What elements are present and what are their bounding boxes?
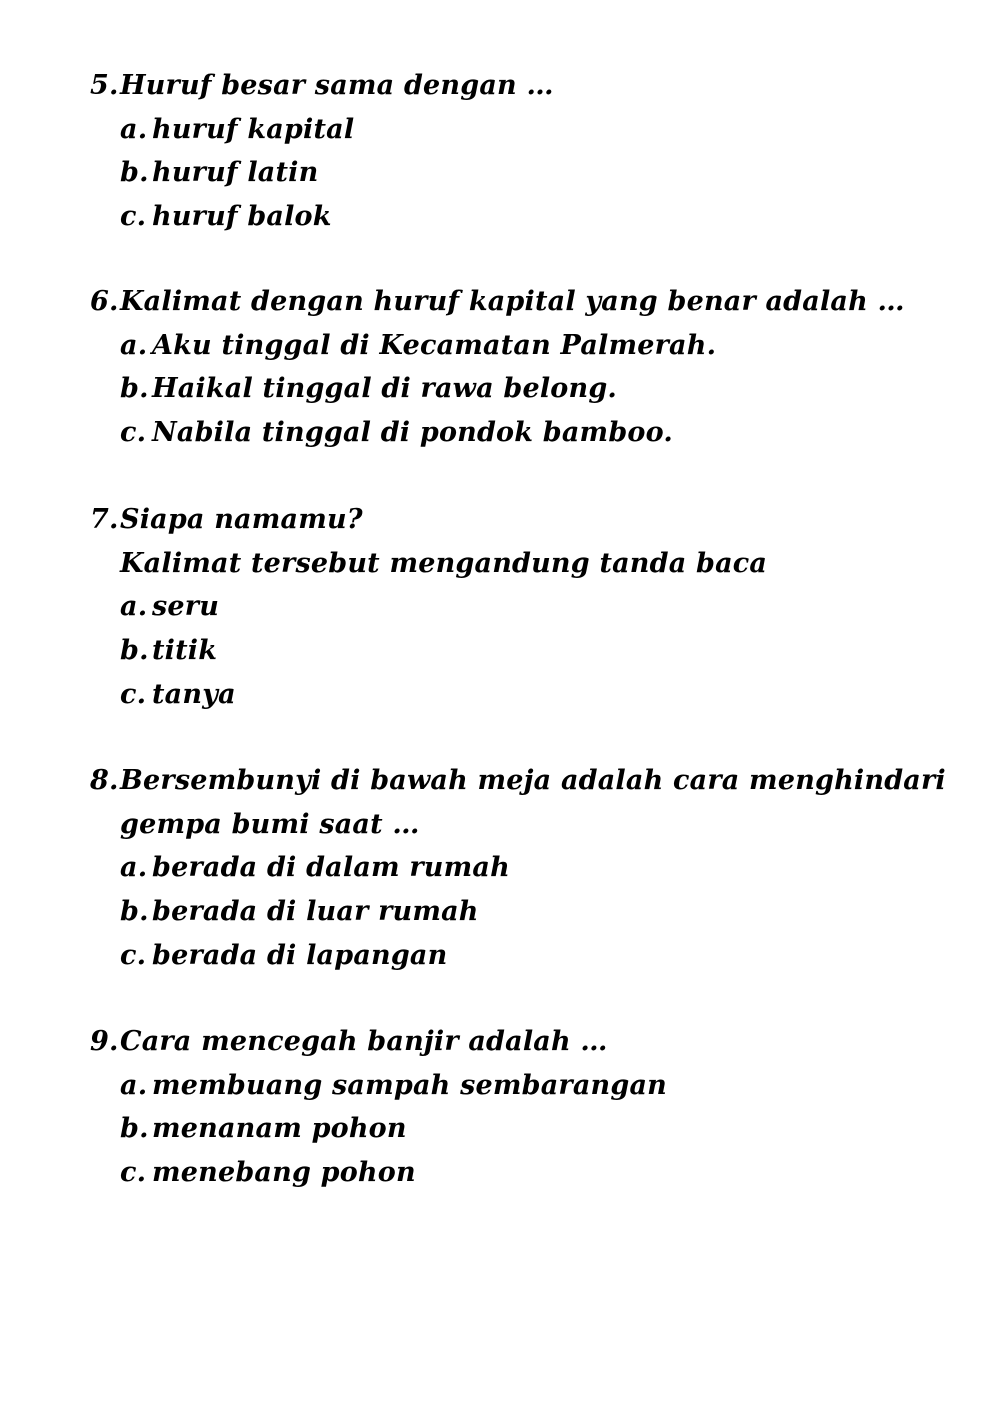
question-stem bbox=[90, 1020, 970, 1064]
option-text: huruf balok bbox=[152, 201, 332, 233]
question-stem bbox=[90, 759, 970, 803]
question-6 bbox=[90, 280, 970, 455]
question-number: 5. bbox=[90, 70, 119, 101]
question-text: Bersembunyi di bawah meja adalah cara menghindari bbox=[120, 765, 946, 796]
option-letter: c. bbox=[120, 417, 147, 449]
option-letter: c. bbox=[120, 939, 147, 971]
option-text: huruf latin bbox=[152, 157, 319, 189]
question-text: Cara mencegah banjir adalah … bbox=[120, 1026, 608, 1057]
option-c[interactable] bbox=[90, 411, 970, 455]
option-letter: b. bbox=[120, 157, 149, 189]
option-text: Aku tinggal di Kecamatan Palmerah. bbox=[152, 329, 717, 361]
question-text-continued: gempa bumi saat … bbox=[120, 808, 420, 840]
question-number: 9. bbox=[90, 1026, 119, 1057]
question-text-continued: Kalimat tersebut mengandung tanda baca bbox=[120, 547, 768, 579]
option-letter: c. bbox=[120, 1157, 147, 1189]
option-letter: b. bbox=[120, 635, 149, 667]
option-letter: b. bbox=[120, 373, 149, 405]
question-text: Huruf besar sama dengan … bbox=[120, 70, 554, 101]
option-text: Haikal tinggal di rawa belong. bbox=[152, 373, 618, 405]
option-letter: a. bbox=[120, 329, 148, 361]
option-c[interactable] bbox=[90, 934, 970, 978]
option-a[interactable] bbox=[90, 585, 970, 629]
question-stem bbox=[90, 64, 970, 108]
question-number: 8. bbox=[90, 765, 119, 796]
option-letter: a. bbox=[120, 591, 148, 623]
option-letter: a. bbox=[120, 852, 148, 884]
option-text: berada di dalam rumah bbox=[152, 852, 510, 884]
question-number: 7. bbox=[90, 504, 119, 535]
question-text: Kalimat dengan huruf kapital yang benar adalah … bbox=[120, 286, 905, 317]
option-text: berada di luar rumah bbox=[152, 896, 479, 928]
option-letter: c. bbox=[120, 678, 147, 710]
option-text: berada di lapangan bbox=[152, 939, 448, 971]
option-b[interactable] bbox=[90, 629, 970, 673]
option-a[interactable] bbox=[90, 1064, 970, 1108]
option-a[interactable] bbox=[90, 324, 970, 368]
question-7 bbox=[90, 498, 970, 716]
option-a[interactable] bbox=[90, 108, 970, 152]
option-b[interactable] bbox=[90, 1107, 970, 1151]
question-8 bbox=[90, 759, 970, 977]
option-text: menanam pohon bbox=[152, 1113, 407, 1145]
option-b[interactable] bbox=[90, 890, 970, 934]
option-text: seru bbox=[152, 591, 220, 623]
option-text: Nabila tinggal di pondok bamboo. bbox=[152, 417, 673, 449]
option-letter: c. bbox=[120, 201, 147, 233]
option-c[interactable] bbox=[90, 1151, 970, 1195]
option-text: menebang pohon bbox=[152, 1157, 416, 1189]
option-letter: b. bbox=[120, 896, 149, 928]
question-stem bbox=[90, 498, 970, 542]
option-letter: a. bbox=[120, 1069, 148, 1101]
option-text: huruf kapital bbox=[152, 113, 355, 145]
question-text: Siapa namamu? bbox=[120, 504, 363, 535]
option-c[interactable] bbox=[90, 195, 970, 239]
option-text: tanya bbox=[152, 678, 236, 710]
question-number: 6. bbox=[90, 286, 119, 317]
option-a[interactable] bbox=[90, 846, 970, 890]
option-text: membuang sampah sembarangan bbox=[152, 1069, 667, 1101]
option-c[interactable] bbox=[90, 673, 970, 717]
option-b[interactable] bbox=[90, 367, 970, 411]
option-text: titik bbox=[152, 635, 218, 667]
option-b[interactable] bbox=[90, 151, 970, 195]
question-9 bbox=[90, 1020, 970, 1195]
question-5 bbox=[90, 64, 970, 239]
option-letter: b. bbox=[120, 1113, 149, 1145]
question-stem bbox=[90, 280, 970, 324]
option-letter: a. bbox=[120, 113, 148, 145]
